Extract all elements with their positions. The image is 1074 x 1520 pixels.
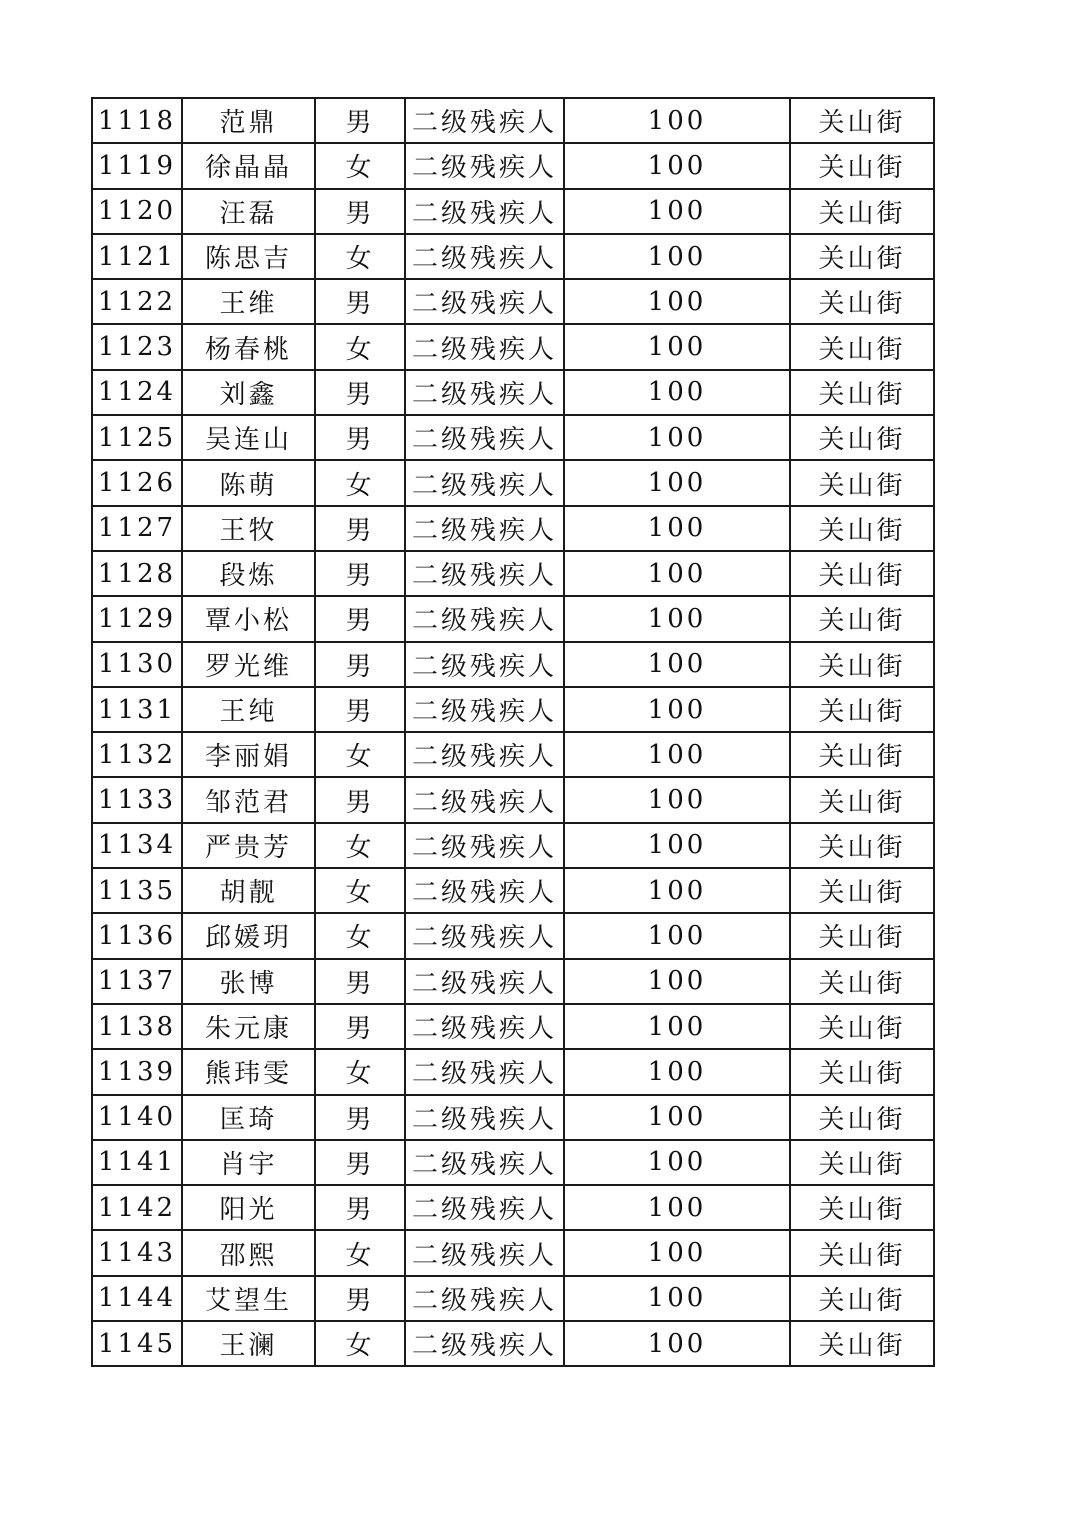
table-row (92, 415, 934, 460)
name-cell: 邵熙 (182, 1230, 315, 1275)
gender-cell: 男 (315, 189, 405, 234)
roster-body (92, 98, 934, 1366)
gender-cell: 男 (315, 415, 405, 460)
row-number-cell: 1134 (92, 823, 182, 868)
category-cell: 二级残疾人 (405, 279, 564, 324)
street-cell: 关山街 (790, 732, 934, 777)
gender-cell: 男 (315, 370, 405, 415)
gender-cell: 男 (315, 98, 405, 143)
amount-cell: 100 (564, 1095, 790, 1140)
gender-cell: 男 (315, 506, 405, 551)
category-cell: 二级残疾人 (405, 868, 564, 913)
row-number-cell: 1126 (92, 460, 182, 505)
gender-cell: 男 (315, 551, 405, 596)
street-cell: 关山街 (790, 143, 934, 188)
gender-cell: 男 (315, 1276, 405, 1321)
gender-cell: 女 (315, 234, 405, 279)
amount-cell: 100 (564, 98, 790, 143)
amount-cell: 100 (564, 913, 790, 958)
row-number-cell: 1125 (92, 415, 182, 460)
gender-cell: 男 (315, 959, 405, 1004)
amount-cell: 100 (564, 1004, 790, 1049)
row-number-cell: 1121 (92, 234, 182, 279)
row-number-cell: 1124 (92, 370, 182, 415)
amount-cell: 100 (564, 551, 790, 596)
category-cell: 二级残疾人 (405, 415, 564, 460)
row-number-cell: 1144 (92, 1276, 182, 1321)
category-cell: 二级残疾人 (405, 1321, 564, 1366)
category-cell: 二级残疾人 (405, 234, 564, 279)
row-number-cell: 1132 (92, 732, 182, 777)
name-cell: 熊玮雯 (182, 1049, 315, 1094)
table-row (92, 460, 934, 505)
table-row (92, 823, 934, 868)
row-number-cell: 1131 (92, 687, 182, 732)
row-number-cell: 1119 (92, 143, 182, 188)
amount-cell: 100 (564, 1140, 790, 1185)
amount-cell: 100 (564, 324, 790, 369)
street-cell: 关山街 (790, 1004, 934, 1049)
category-cell: 二级残疾人 (405, 1049, 564, 1094)
row-number-cell: 1140 (92, 1095, 182, 1140)
table-row (92, 596, 934, 641)
name-cell: 匡琦 (182, 1095, 315, 1140)
table-row (92, 189, 934, 234)
table-row (92, 868, 934, 913)
gender-cell: 男 (315, 596, 405, 641)
name-cell: 王维 (182, 279, 315, 324)
amount-cell: 100 (564, 370, 790, 415)
amount-cell: 100 (564, 777, 790, 822)
gender-cell: 女 (315, 1321, 405, 1366)
roster-table (91, 97, 935, 1367)
row-number-cell: 1143 (92, 1230, 182, 1275)
amount-cell: 100 (564, 415, 790, 460)
gender-cell: 女 (315, 1049, 405, 1094)
gender-cell: 女 (315, 460, 405, 505)
gender-cell: 男 (315, 1140, 405, 1185)
amount-cell: 100 (564, 1321, 790, 1366)
name-cell: 朱元康 (182, 1004, 315, 1049)
amount-cell: 100 (564, 506, 790, 551)
category-cell: 二级残疾人 (405, 596, 564, 641)
category-cell: 二级残疾人 (405, 1004, 564, 1049)
amount-cell: 100 (564, 460, 790, 505)
name-cell: 吴连山 (182, 415, 315, 460)
name-cell: 阳光 (182, 1185, 315, 1230)
gender-cell: 男 (315, 279, 405, 324)
street-cell: 关山街 (790, 234, 934, 279)
row-number-cell: 1123 (92, 324, 182, 369)
gender-cell: 女 (315, 868, 405, 913)
row-number-cell: 1138 (92, 1004, 182, 1049)
row-number-cell: 1137 (92, 959, 182, 1004)
table-row (92, 642, 934, 687)
street-cell: 关山街 (790, 1095, 934, 1140)
name-cell: 胡靓 (182, 868, 315, 913)
category-cell: 二级残疾人 (405, 959, 564, 1004)
amount-cell: 100 (564, 143, 790, 188)
amount-cell: 100 (564, 868, 790, 913)
table-row (92, 732, 934, 777)
gender-cell: 女 (315, 823, 405, 868)
amount-cell: 100 (564, 279, 790, 324)
category-cell: 二级残疾人 (405, 913, 564, 958)
street-cell: 关山街 (790, 370, 934, 415)
amount-cell: 100 (564, 959, 790, 1004)
name-cell: 艾望生 (182, 1276, 315, 1321)
name-cell: 陈思吉 (182, 234, 315, 279)
amount-cell: 100 (564, 732, 790, 777)
table-row (92, 370, 934, 415)
row-number-cell: 1135 (92, 868, 182, 913)
gender-cell: 女 (315, 913, 405, 958)
category-cell: 二级残疾人 (405, 460, 564, 505)
amount-cell: 100 (564, 596, 790, 641)
amount-cell: 100 (564, 189, 790, 234)
row-number-cell: 1128 (92, 551, 182, 596)
name-cell: 王澜 (182, 1321, 315, 1366)
row-number-cell: 1120 (92, 189, 182, 234)
name-cell: 范鼎 (182, 98, 315, 143)
category-cell: 二级残疾人 (405, 143, 564, 188)
gender-cell: 女 (315, 143, 405, 188)
table-row (92, 143, 934, 188)
table-row (92, 1095, 934, 1140)
gender-cell: 男 (315, 642, 405, 687)
table-row (92, 1049, 934, 1094)
street-cell: 关山街 (790, 415, 934, 460)
amount-cell: 100 (564, 823, 790, 868)
street-cell: 关山街 (790, 460, 934, 505)
street-cell: 关山街 (790, 687, 934, 732)
name-cell: 邹范君 (182, 777, 315, 822)
category-cell: 二级残疾人 (405, 370, 564, 415)
table-row (92, 1185, 934, 1230)
row-number-cell: 1142 (92, 1185, 182, 1230)
table-row (92, 1276, 934, 1321)
category-cell: 二级残疾人 (405, 1230, 564, 1275)
category-cell: 二级残疾人 (405, 732, 564, 777)
category-cell: 二级残疾人 (405, 777, 564, 822)
table-row (92, 98, 934, 143)
gender-cell: 男 (315, 1095, 405, 1140)
table-row (92, 687, 934, 732)
table-row (92, 324, 934, 369)
row-number-cell: 1122 (92, 279, 182, 324)
street-cell: 关山街 (790, 1140, 934, 1185)
category-cell: 二级残疾人 (405, 551, 564, 596)
name-cell: 邱媛玥 (182, 913, 315, 958)
name-cell: 刘鑫 (182, 370, 315, 415)
row-number-cell: 1118 (92, 98, 182, 143)
table-row (92, 913, 934, 958)
gender-cell: 男 (315, 777, 405, 822)
gender-cell: 女 (315, 1230, 405, 1275)
row-number-cell: 1133 (92, 777, 182, 822)
gender-cell: 女 (315, 732, 405, 777)
street-cell: 关山街 (790, 1049, 934, 1094)
name-cell: 杨春桃 (182, 324, 315, 369)
category-cell: 二级残疾人 (405, 98, 564, 143)
street-cell: 关山街 (790, 279, 934, 324)
street-cell: 关山街 (790, 823, 934, 868)
row-number-cell: 1136 (92, 913, 182, 958)
row-number-cell: 1139 (92, 1049, 182, 1094)
name-cell: 罗光维 (182, 642, 315, 687)
category-cell: 二级残疾人 (405, 1185, 564, 1230)
table-row (92, 1140, 934, 1185)
table-row (92, 959, 934, 1004)
amount-cell: 100 (564, 1230, 790, 1275)
category-cell: 二级残疾人 (405, 823, 564, 868)
name-cell: 李丽娟 (182, 732, 315, 777)
table-row (92, 1004, 934, 1049)
gender-cell: 男 (315, 1185, 405, 1230)
street-cell: 关山街 (790, 98, 934, 143)
name-cell: 严贵芳 (182, 823, 315, 868)
name-cell: 徐晶晶 (182, 143, 315, 188)
gender-cell: 女 (315, 324, 405, 369)
category-cell: 二级残疾人 (405, 189, 564, 234)
table-row (92, 551, 934, 596)
street-cell: 关山街 (790, 1276, 934, 1321)
row-number-cell: 1127 (92, 506, 182, 551)
category-cell: 二级残疾人 (405, 1095, 564, 1140)
gender-cell: 男 (315, 687, 405, 732)
category-cell: 二级残疾人 (405, 324, 564, 369)
street-cell: 关山街 (790, 551, 934, 596)
street-cell: 关山街 (790, 189, 934, 234)
name-cell: 肖宇 (182, 1140, 315, 1185)
amount-cell: 100 (564, 234, 790, 279)
amount-cell: 100 (564, 1049, 790, 1094)
amount-cell: 100 (564, 1276, 790, 1321)
row-number-cell: 1145 (92, 1321, 182, 1366)
row-number-cell: 1129 (92, 596, 182, 641)
gender-cell: 男 (315, 1004, 405, 1049)
street-cell: 关山街 (790, 913, 934, 958)
name-cell: 陈萌 (182, 460, 315, 505)
table-row (92, 234, 934, 279)
row-number-cell: 1130 (92, 642, 182, 687)
category-cell: 二级残疾人 (405, 1140, 564, 1185)
street-cell: 关山街 (790, 324, 934, 369)
street-cell: 关山街 (790, 596, 934, 641)
row-number-cell: 1141 (92, 1140, 182, 1185)
street-cell: 关山街 (790, 506, 934, 551)
name-cell: 段炼 (182, 551, 315, 596)
category-cell: 二级残疾人 (405, 687, 564, 732)
table-row (92, 777, 934, 822)
name-cell: 覃小松 (182, 596, 315, 641)
name-cell: 王牧 (182, 506, 315, 551)
street-cell: 关山街 (790, 1321, 934, 1366)
category-cell: 二级残疾人 (405, 642, 564, 687)
street-cell: 关山街 (790, 1230, 934, 1275)
category-cell: 二级残疾人 (405, 1276, 564, 1321)
table-row (92, 1230, 934, 1275)
amount-cell: 100 (564, 687, 790, 732)
table-row (92, 279, 934, 324)
street-cell: 关山街 (790, 777, 934, 822)
table-row (92, 506, 934, 551)
name-cell: 张博 (182, 959, 315, 1004)
name-cell: 汪磊 (182, 189, 315, 234)
street-cell: 关山街 (790, 1185, 934, 1230)
table-row (92, 1321, 934, 1366)
amount-cell: 100 (564, 1185, 790, 1230)
street-cell: 关山街 (790, 868, 934, 913)
amount-cell: 100 (564, 642, 790, 687)
name-cell: 王纯 (182, 687, 315, 732)
street-cell: 关山街 (790, 959, 934, 1004)
category-cell: 二级残疾人 (405, 506, 564, 551)
street-cell: 关山街 (790, 642, 934, 687)
